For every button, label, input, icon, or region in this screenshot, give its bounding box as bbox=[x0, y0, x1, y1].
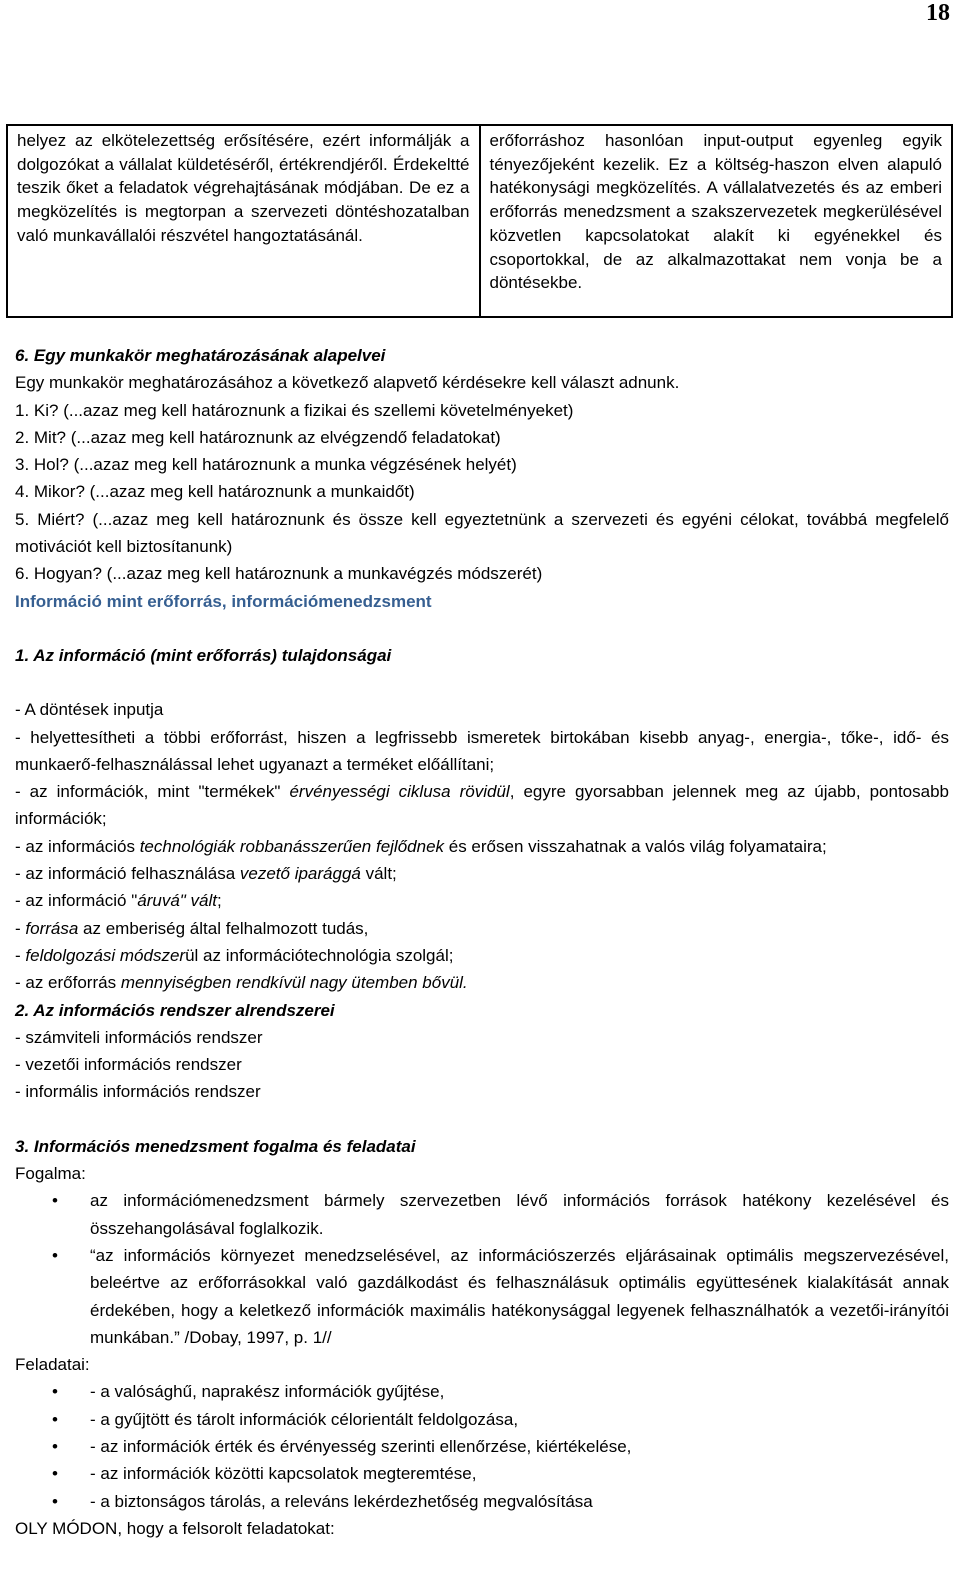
two-column-table bbox=[6, 124, 953, 318]
table-cell-left: helyez az elkötelezettség erősítésére, ezért informálják a dolgozókat a vállalat küldetéséről, értékrendjéről. Érdekeltté teszik őket a feladatok végrehajtásának módjában. De ez a megközelítés is megtorpan a szervezeti döntéshozatalban való munkavállalói részvétel hangoztatásánál. bbox=[17, 131, 470, 245]
property-item-1: - A döntések inputja bbox=[15, 700, 164, 720]
property-item-3: - az információk, mint "termékek" érvényességi ciklusa rövidül, egyre gyorsabban jelennek meg az újabb, pontosabb információk; bbox=[15, 782, 950, 829]
list-item: • “az információs környezet menedzselésével, az információszerzés eljárásainak optimális megszervezésével, beleértve az erőforrásokkal való gazdálkodást és felhasználásuk optimális együttesének kialakítását annak érdekében, hogy a keletkező információk maximális hatékonysággal legyenek felhasználhatók a vezetői-irányítói munkában.” /Dobay, 1997, p. 1// bbox=[52, 1245, 949, 1347]
property-item-4: - az információs technológiák robbanásszerűen fejlődnek és erősen visszahatnak a valós világ folyamataira; bbox=[15, 836, 827, 856]
question-4: 4. Mikor? (...azaz meg kell határoznunk a munkaidőt) bbox=[15, 482, 415, 502]
list-item: • - az információk közötti kapcsolatok megteremtése, bbox=[52, 1464, 477, 1484]
definition-list bbox=[15, 1187, 949, 1351]
property-item-2: - helyettesítheti a többi erőforrást, hiszen a legfrissebb ismeretek birtokában kisebb anyag-, energia-, tőke-, idő- és munkaerő-felhasználással lehet ugyanazt a terméket előállítani; bbox=[15, 727, 949, 774]
property-item-8: - feldolgozási módszerül az információtechnológia szolgál; bbox=[15, 945, 454, 965]
section-3-title: 3. Információs menedzsment fogalma és feladatai bbox=[15, 1136, 416, 1156]
question-1: 1. Ki? (...azaz meg kell határoznunk a fizikai és szellemi követelményeket) bbox=[15, 400, 574, 420]
property-item-5: - az információ felhasználása vezető iparággá vált; bbox=[15, 864, 397, 884]
document-body bbox=[15, 342, 949, 1542]
tasks-list bbox=[15, 1378, 949, 1514]
question-5: 5. Miért? (...azaz meg kell határoznunk és össze kell egyeztetnünk a szervezeti és egyéni célokat, továbbá megfelelő motivációt kell biztosítanunk) bbox=[15, 509, 949, 557]
property-item-6: - az információ "áruvá" vált; bbox=[15, 891, 222, 911]
section-6-title: 6. Egy munkakör meghatározásának alapelvei bbox=[15, 346, 386, 365]
definition-label: Fogalma: bbox=[15, 1164, 86, 1184]
page-number: 18 bbox=[926, 0, 950, 26]
closing-line: OLY MÓDON, hogy a felsorolt feladatokat: bbox=[15, 1518, 335, 1538]
section-2-title: 2. Az információs rendszer alrendszerei bbox=[15, 1000, 335, 1020]
question-2: 2. Mit? (...azaz meg kell határoznunk az elvégzendő feladatokat) bbox=[15, 427, 501, 447]
list-item: • - a gyűjtött és tárolt információk célorientált feldolgozása, bbox=[52, 1409, 519, 1429]
question-3: 3. Hol? (...azaz meg kell határoznunk a munka végzésének helyét) bbox=[15, 455, 517, 475]
question-6: 6. Hogyan? (...azaz meg kell határoznunk a munkavégzés módszerét) bbox=[15, 564, 543, 584]
subsystem-item-1: - számviteli információs rendszer bbox=[15, 1027, 263, 1047]
subsystem-item-3: - informális információs rendszer bbox=[15, 1082, 261, 1102]
subsystem-item-2: - vezetői információs rendszer bbox=[15, 1055, 242, 1075]
chapter-heading: Információ mint erőforrás, információmenedzsment bbox=[15, 591, 432, 611]
list-item: • - a biztonságos tárolás, a releváns lekérdezhetőség megvalósítása bbox=[52, 1491, 593, 1511]
property-item-9: - az erőforrás mennyiségben rendkívül nagy ütemben bővül. bbox=[15, 973, 468, 993]
property-item-7: - forrása az emberiség által felhalmozott tudás, bbox=[15, 918, 369, 938]
tasks-label: Feladatai: bbox=[15, 1355, 90, 1375]
list-item: • - a valósághű, naprakész információk gyűjtése, bbox=[52, 1382, 445, 1402]
section-6-intro: Egy munkakör meghatározásához a következő alapvető kérdésekre kell választ adnunk. bbox=[15, 373, 680, 393]
section-1-title: 1. Az információ (mint erőforrás) tulajdonságai bbox=[15, 645, 392, 665]
list-item: • az információmenedzsment bármely szervezetben lévő információs források hatékony kezelésével és összehangolásával foglalkozik. bbox=[52, 1191, 949, 1238]
table-cell-right: erőforráshoz hasonlóan input-output egyenleg egyik tényezőjeként kezelik. Ez a költség-haszon elven alapuló hatékonysági megközelítés. A vállalatvezetés és az emberi erőforrás menedzsment a szakszervezetek megkerülésével közvetlen kapcsolatokat alakít ki egyénekkel és csoportokkal, de az alkalmazottakat nem vonja be a döntésekbe. bbox=[479, 126, 952, 316]
list-item: • - az információk érték és érvényesség szerinti ellenőrzése, kiértékelése, bbox=[52, 1436, 632, 1456]
